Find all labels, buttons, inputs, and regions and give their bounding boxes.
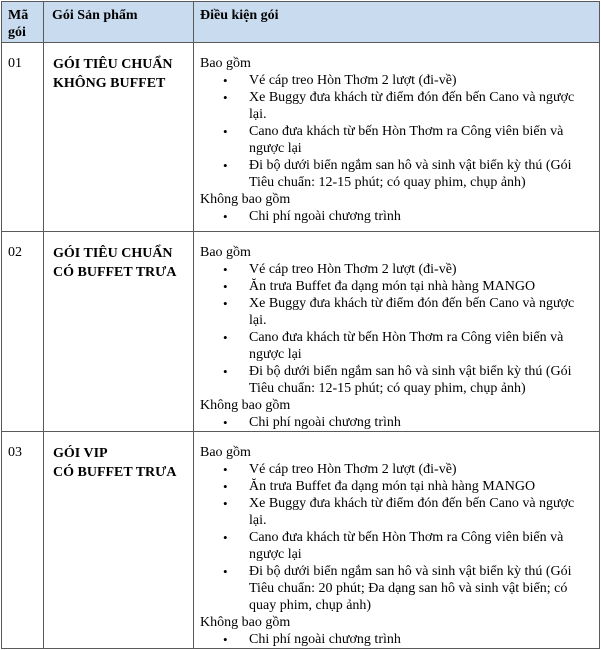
header-name (44, 2, 194, 43)
list-item: • Xe Buggy đưa khách từ điểm đón đến bến Cano và ngược lại. (200, 89, 593, 123)
package-conditions-cell (194, 432, 600, 649)
included-label: Bao gồm (200, 56, 251, 71)
header-code (2, 2, 44, 43)
package-name-line1: GÓI TIÊU CHUẨN (53, 246, 173, 261)
package-name-cell (44, 232, 194, 432)
package-code: 01 (8, 56, 22, 71)
included-label: Bao gồm (200, 445, 251, 460)
header-conditions-label: Điều kiện gói (200, 8, 279, 23)
package-code-cell (2, 232, 44, 432)
list-item: • Cano đưa khách từ bến Hòn Thơm ra Công viên biển và ngược lại (200, 329, 593, 363)
list-item: • Đi bộ dưới biển ngắm san hô và sinh vật biển kỳ thú (Gói Tiêu chuẩn: 12-15 phút; có quay phim, chụp ảnh) (200, 157, 593, 191)
excluded-list (200, 208, 593, 225)
list-item: • Chi phí ngoài chương trình (200, 414, 593, 431)
header-name-label: Gói Sản phẩm (52, 8, 138, 23)
list-item: • Đi bộ dưới biển ngắm san hô và sinh vật biển kỳ thú (Gói Tiêu chuẩn: 20 phút; Đa dạng san hô và sinh vật biển; có quay phim, chụp ảnh) (200, 563, 593, 614)
package-name-line1: GÓI TIÊU CHUẨN (53, 57, 173, 72)
table-row (2, 43, 600, 232)
package-name-line2: CÓ BUFFET TRƯA (53, 465, 177, 480)
included-list (200, 261, 593, 397)
package-name (44, 432, 193, 482)
package-conditions-cell (194, 232, 600, 432)
package-name-line2: KHÔNG BUFFET (53, 76, 166, 91)
package-code: 02 (8, 245, 22, 260)
list-item: • Chi phí ngoài chương trình (200, 208, 593, 225)
included-label: Bao gồm (200, 245, 251, 260)
list-item: • Cano đưa khách từ bến Hòn Thơm ra Công viên biển và ngược lại (200, 123, 593, 157)
package-name-cell (44, 43, 194, 232)
table-row (2, 432, 600, 649)
excluded-label: Không bao gồm (200, 615, 291, 630)
table-row (2, 232, 600, 432)
included-list (200, 72, 593, 191)
header-code-label: Mã gói (8, 8, 29, 40)
list-item: • Xe Buggy đưa khách từ điểm đón đến bến Cano và ngược lại. (200, 495, 593, 529)
package-name (44, 43, 193, 93)
package-code-cell (2, 43, 44, 232)
excluded-list (200, 414, 593, 431)
package-table (1, 1, 600, 649)
list-item: • Chi phí ngoài chương trình (200, 631, 593, 648)
list-item: • Ăn trưa Buffet đa dạng món tại nhà hàng MANGO (200, 278, 593, 295)
included-list (200, 461, 593, 614)
package-name-line2: CÓ BUFFET TRƯA (53, 265, 177, 280)
list-item: • Vé cáp treo Hòn Thơm 2 lượt (đi-về) (200, 72, 593, 89)
list-item: • Vé cáp treo Hòn Thơm 2 lượt (đi-về) (200, 461, 593, 478)
package-code-cell (2, 432, 44, 649)
package-name-line1: GÓI VIP (53, 446, 108, 461)
package-conditions (194, 232, 599, 431)
excluded-label: Không bao gồm (200, 398, 291, 413)
excluded-label: Không bao gồm (200, 192, 291, 207)
package-name-cell (44, 432, 194, 649)
header-conditions (194, 2, 600, 43)
table-header-row (2, 2, 600, 43)
package-conditions-cell (194, 43, 600, 232)
list-item: • Xe Buggy đưa khách từ điểm đón đến bến Cano và ngược lại. (200, 295, 593, 329)
package-name (44, 232, 193, 282)
package-code: 03 (8, 445, 22, 460)
list-item: • Ăn trưa Buffet đa dạng món tại nhà hàng MANGO (200, 478, 593, 495)
list-item: • Đi bộ dưới biển ngắm san hô và sinh vật biển kỳ thú (Gói Tiêu chuẩn: 12-15 phút; có quay phim, chụp ảnh) (200, 363, 593, 397)
excluded-list (200, 631, 593, 648)
list-item: • Vé cáp treo Hòn Thơm 2 lượt (đi-về) (200, 261, 593, 278)
list-item: • Cano đưa khách từ bến Hòn Thơm ra Công viên biển và ngược lại (200, 529, 593, 563)
package-conditions (194, 432, 599, 648)
package-conditions (194, 43, 599, 225)
